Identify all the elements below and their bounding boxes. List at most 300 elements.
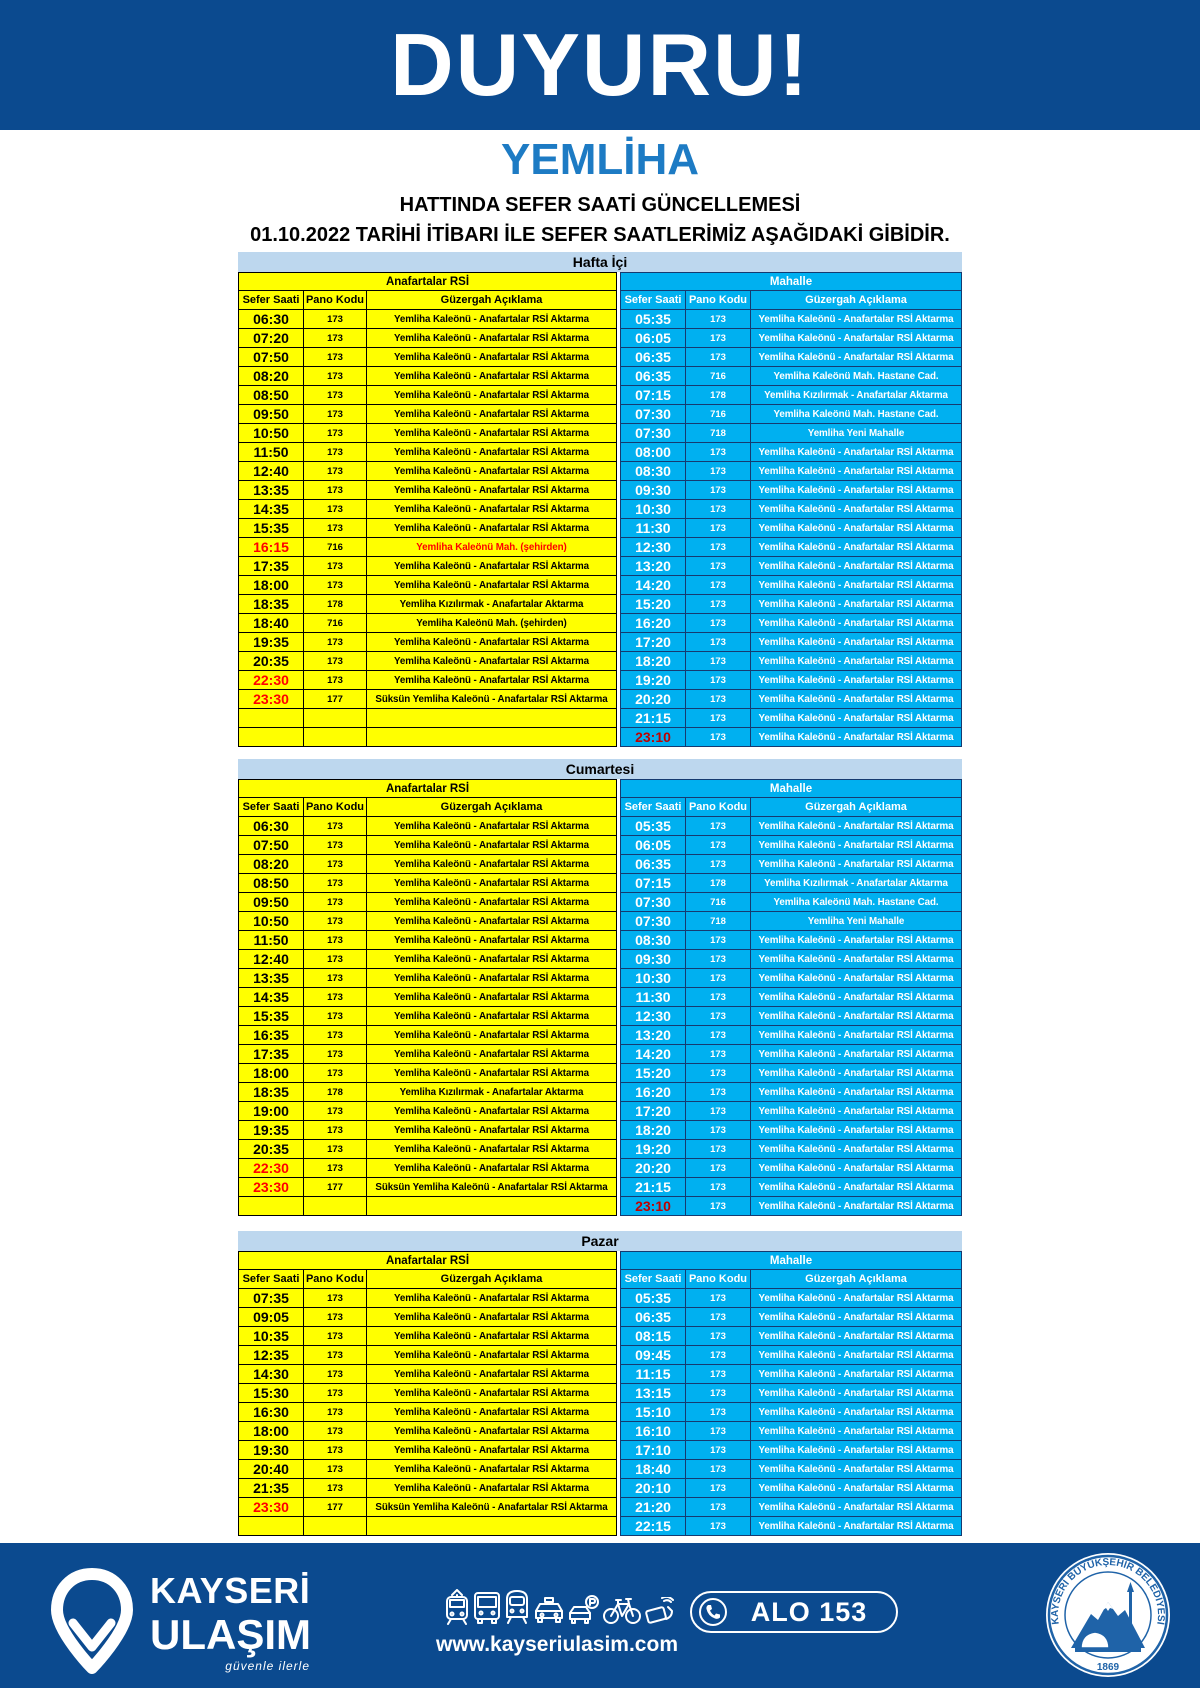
table-row (621, 1308, 962, 1327)
route-description: Yemliha Kaleönü - Anafartalar RSİ Aktarma (367, 462, 617, 481)
departure-time: 18:35 (239, 595, 304, 614)
route-code: 173 (686, 690, 751, 709)
route-description: Yemliha Kaleönü - Anafartalar RSİ Aktarma (367, 1365, 617, 1384)
departure-time: 16:20 (621, 1083, 686, 1102)
departure-time: 17:20 (621, 633, 686, 652)
table-row (621, 481, 962, 500)
route-code: 718 (686, 912, 751, 931)
route-description: Yemliha Kaleönü - Anafartalar RSİ Aktarma (367, 500, 617, 519)
departure-time: 07:35 (239, 1289, 304, 1308)
route-description: Yemliha Kaleönü - Anafartalar RSİ Aktarma (367, 855, 617, 874)
route-description: Yemliha Kaleönü - Anafartalar RSİ Aktarma (367, 1403, 617, 1422)
route-code: 173 (304, 557, 367, 576)
route-code: 173 (686, 671, 751, 690)
table-row (239, 538, 617, 557)
route-code: 173 (686, 595, 751, 614)
departure-time: 18:35 (239, 1083, 304, 1102)
direction-header: Anafartalar RSİ (239, 780, 617, 798)
route-code: 173 (304, 855, 367, 874)
departure-time: 17:10 (621, 1441, 686, 1460)
table-row (621, 1045, 962, 1064)
table-row (239, 557, 617, 576)
route-description: Yemliha Kaleönü - Anafartalar RSİ Aktarma (367, 1121, 617, 1140)
route-code: 716 (686, 367, 751, 386)
table-row (239, 728, 617, 747)
table-row (621, 557, 962, 576)
bicycle-icon (603, 1595, 641, 1625)
departure-time: 15:20 (621, 1064, 686, 1083)
route-description: Yemliha Kaleönü - Anafartalar RSİ Aktarma (367, 969, 617, 988)
route-code: 173 (304, 1308, 367, 1327)
route-description: Yemliha Kaleönü - Anafartalar RSİ Aktarma (751, 1045, 962, 1064)
route-description: Yemliha Kaleönü - Anafartalar RSİ Aktarma (367, 633, 617, 652)
table-row (621, 1403, 962, 1422)
route-description: Yemliha Kaleönü - Anafartalar RSİ Aktarma (367, 1159, 617, 1178)
route-code: 173 (686, 969, 751, 988)
route-code (304, 1517, 367, 1536)
column-header: Sefer Saati (239, 291, 304, 310)
card-tap-icon (644, 1597, 674, 1625)
departure-time: 06:35 (621, 855, 686, 874)
bus-icon (473, 1591, 501, 1625)
route-description: Yemliha Kaleönü - Anafartalar RSİ Aktarma (367, 671, 617, 690)
table-row (239, 424, 617, 443)
route-code: 177 (304, 690, 367, 709)
departure-time: 18:00 (239, 1064, 304, 1083)
route-description: Yemliha Kaleönü - Anafartalar RSİ Aktarma (751, 728, 962, 747)
departure-time: 16:10 (621, 1422, 686, 1441)
table-row (239, 519, 617, 538)
metro-icon (504, 1589, 530, 1625)
table-row (621, 1327, 962, 1346)
seal-year: 1869 (1096, 1662, 1120, 1673)
table-row (239, 348, 617, 367)
departure-time: 07:30 (621, 893, 686, 912)
table-row (621, 1422, 962, 1441)
route-code: 173 (304, 1422, 367, 1441)
brand-name-line2: ULAŞIM (150, 1611, 311, 1658)
departure-time: 11:15 (621, 1365, 686, 1384)
table-row (239, 1045, 617, 1064)
table-row (621, 310, 962, 329)
column-header: Pano Kodu (686, 291, 751, 310)
table-row (239, 1197, 617, 1216)
route-description: Yemliha Kaleönü - Anafartalar RSİ Aktarma (751, 817, 962, 836)
table-row (621, 519, 962, 538)
website-link[interactable]: www.kayseriulasim.com (435, 1633, 678, 1656)
departure-time: 18:40 (621, 1460, 686, 1479)
route-code: 173 (304, 969, 367, 988)
departure-time: 10:35 (239, 1327, 304, 1346)
route-code: 173 (686, 310, 751, 329)
route-description: Süksün Yemliha Kaleönü - Anafartalar RSİ Aktarma (367, 1498, 617, 1517)
table-row (621, 671, 962, 690)
column-header: Sefer Saati (621, 798, 686, 817)
route-description: Yemliha Kaleönü - Anafartalar RSİ Aktarma (751, 1441, 962, 1460)
departure-time: 11:50 (239, 443, 304, 462)
departure-time: 23:30 (239, 690, 304, 709)
route-code: 173 (686, 443, 751, 462)
departure-time: 20:20 (621, 1159, 686, 1178)
route-code: 173 (686, 709, 751, 728)
departure-time: 13:20 (621, 557, 686, 576)
route-code: 173 (304, 1346, 367, 1365)
route-code: 173 (304, 817, 367, 836)
table-row (239, 500, 617, 519)
table-row (239, 817, 617, 836)
route-code: 173 (686, 519, 751, 538)
departure-time: 07:15 (621, 386, 686, 405)
route-description: Yemliha Kaleönü - Anafartalar RSİ Aktarma (751, 1422, 962, 1441)
route-description: Süksün Yemliha Kaleönü - Anafartalar RSİ Aktarma (367, 690, 617, 709)
route-code: 716 (686, 893, 751, 912)
departure-time (239, 728, 304, 747)
table-row (621, 1121, 962, 1140)
departure-time: 18:40 (239, 614, 304, 633)
departure-time: 06:30 (239, 310, 304, 329)
route-description: Yemliha Kaleönü - Anafartalar RSİ Aktarma (751, 1384, 962, 1403)
table-row (239, 576, 617, 595)
route-code: 173 (686, 329, 751, 348)
route-description: Yemliha Kaleönü - Anafartalar RSİ Aktarma (751, 519, 962, 538)
anafartalar-direction-table (238, 1251, 617, 1536)
column-header: Pano Kodu (686, 1270, 751, 1289)
departure-time: 21:20 (621, 1498, 686, 1517)
route-code: 173 (686, 817, 751, 836)
departure-time: 15:30 (239, 1384, 304, 1403)
departure-time: 08:00 (621, 443, 686, 462)
table-row (621, 1384, 962, 1403)
route-code: 173 (304, 988, 367, 1007)
route-description: Yemliha Kaleönü - Anafartalar RSİ Aktarma (751, 633, 962, 652)
column-header-row (621, 1270, 962, 1289)
route-description: Yemliha Kaleönü - Anafartalar RSİ Aktarma (751, 690, 962, 709)
route-code: 173 (304, 931, 367, 950)
route-description: Yemliha Kaleönü - Anafartalar RSİ Aktarma (751, 310, 962, 329)
route-code: 173 (686, 633, 751, 652)
route-description: Yemliha Kaleönü - Anafartalar RSİ Aktarma (751, 500, 962, 519)
departure-time: 23:10 (621, 1197, 686, 1216)
route-description: Yemliha Kaleönü - Anafartalar RSİ Aktarma (367, 1327, 617, 1346)
anafartalar-direction-table (238, 272, 617, 747)
table-row (621, 1289, 962, 1308)
departure-time: 05:35 (621, 310, 686, 329)
route-code (304, 1197, 367, 1216)
table-row (239, 595, 617, 614)
departure-time (239, 1197, 304, 1216)
table-row (239, 874, 617, 893)
table-row (621, 690, 962, 709)
route-code: 178 (686, 386, 751, 405)
table-row (239, 1460, 617, 1479)
route-code: 177 (304, 1178, 367, 1197)
route-code: 173 (304, 1026, 367, 1045)
table-row (621, 614, 962, 633)
route-code: 173 (686, 1064, 751, 1083)
seal-name: KAYSERİ BÜYÜKŞEHİR BELEDİYESİ (1049, 1556, 1167, 1626)
route-code: 173 (686, 500, 751, 519)
direction-header: Mahalle (621, 780, 962, 798)
route-code: 173 (686, 1460, 751, 1479)
departure-time: 08:50 (239, 386, 304, 405)
route-description: Yemliha Kaleönü - Anafartalar RSİ Aktarma (751, 950, 962, 969)
departure-time: 08:30 (621, 462, 686, 481)
column-header-row (621, 291, 962, 310)
route-description: Yemliha Kaleönü - Anafartalar RSİ Aktarma (367, 367, 617, 386)
table-row (239, 1178, 617, 1197)
route-description: Yemliha Kaleönü Mah. Hastane Cad. (751, 367, 962, 386)
table-row (621, 817, 962, 836)
schedule-day-title: Cumartesi (238, 759, 962, 779)
announcement-header (0, 0, 1200, 130)
departure-time: 09:50 (239, 893, 304, 912)
route-code: 173 (686, 1178, 751, 1197)
route-code: 173 (304, 1064, 367, 1083)
route-description: Yemliha Kaleönü - Anafartalar RSİ Aktarma (751, 1460, 962, 1479)
route-code: 173 (686, 538, 751, 557)
route-code: 173 (304, 1140, 367, 1159)
route-code: 173 (304, 1121, 367, 1140)
route-description: Yemliha Kaleönü - Anafartalar RSİ Aktarma (367, 893, 617, 912)
departure-time: 10:50 (239, 912, 304, 931)
route-code: 173 (686, 1007, 751, 1026)
departure-time: 14:35 (239, 988, 304, 1007)
column-header: Güzergah Açıklama (751, 798, 962, 817)
route-description: Yemliha Kaleönü - Anafartalar RSİ Aktarma (751, 1479, 962, 1498)
mahalle-direction-table (620, 272, 962, 747)
hotline-pill[interactable] (690, 1591, 898, 1633)
municipality-seal (1045, 1552, 1171, 1678)
route-code: 173 (686, 576, 751, 595)
route-description: Yemliha Kaleönü - Anafartalar RSİ Aktarma (367, 836, 617, 855)
departure-time (239, 709, 304, 728)
route-code: 173 (304, 1384, 367, 1403)
table-row (621, 462, 962, 481)
route-description: Yemliha Kaleönü - Anafartalar RSİ Aktarma (367, 1308, 617, 1327)
route-description: Yemliha Kaleönü Mah. (şehirden) (367, 614, 617, 633)
column-header: Sefer Saati (621, 1270, 686, 1289)
table-row (239, 1083, 617, 1102)
departure-time: 18:20 (621, 1121, 686, 1140)
departure-time: 21:15 (621, 709, 686, 728)
departure-time: 23:30 (239, 1178, 304, 1197)
departure-time: 17:35 (239, 1045, 304, 1064)
route-description: Yemliha Kaleönü - Anafartalar RSİ Aktarma (751, 988, 962, 1007)
notice-effective-date: 01.10.2022 TARİHİ İTİBARI İLE SEFER SAATLERİMİZ AŞAĞIDAKİ GİBİDİR. (250, 224, 950, 246)
route-code (304, 728, 367, 747)
route-description: Yemliha Kaleönü - Anafartalar RSİ Aktarma (751, 1007, 962, 1026)
departure-time: 12:30 (621, 538, 686, 557)
route-description: Yemliha Kaleönü - Anafartalar RSİ Aktarma (367, 576, 617, 595)
departure-time: 05:35 (621, 817, 686, 836)
table-row (239, 310, 617, 329)
route-code: 173 (686, 1102, 751, 1121)
table-row (621, 443, 962, 462)
route-description: Yemliha Kaleönü - Anafartalar RSİ Aktarma (751, 557, 962, 576)
departure-time: 16:15 (239, 538, 304, 557)
brand-tagline: güvenle ilerle (225, 1659, 310, 1673)
route-code: 173 (304, 424, 367, 443)
column-header-row (621, 798, 962, 817)
route-code: 177 (304, 1498, 367, 1517)
route-code: 173 (304, 310, 367, 329)
departure-time: 18:00 (239, 1422, 304, 1441)
departure-time: 10:30 (621, 969, 686, 988)
table-row (621, 1102, 962, 1121)
departure-time: 10:30 (621, 500, 686, 519)
departure-time: 19:20 (621, 671, 686, 690)
column-header-row (239, 1270, 617, 1289)
departure-time: 22:15 (621, 1517, 686, 1536)
table-row (239, 1498, 617, 1517)
table-row (621, 1365, 962, 1384)
route-code: 173 (686, 1498, 751, 1517)
column-header: Sefer Saati (239, 798, 304, 817)
departure-time: 07:50 (239, 348, 304, 367)
route-description: Yemliha Kaleönü - Anafartalar RSİ Aktarma (367, 652, 617, 671)
route-code: 173 (686, 652, 751, 671)
route-description: Yemliha Kaleönü - Anafartalar RSİ Aktarma (751, 576, 962, 595)
route-description (367, 709, 617, 728)
schedule-day-title: Hafta İçi (238, 252, 962, 272)
route-description: Yemliha Kaleönü - Anafartalar RSİ Aktarma (367, 950, 617, 969)
route-code: 716 (304, 538, 367, 557)
table-row (239, 1159, 617, 1178)
departure-time: 19:30 (239, 1441, 304, 1460)
departure-time: 15:20 (621, 595, 686, 614)
table-row (239, 405, 617, 424)
route-description: Yemliha Kızılırmak - Anafartalar Aktarma (367, 595, 617, 614)
table-row (239, 614, 617, 633)
table-row (621, 912, 962, 931)
table-row (239, 969, 617, 988)
location-pin-icon (48, 1565, 136, 1677)
departure-time: 21:15 (621, 1178, 686, 1197)
route-code: 173 (304, 912, 367, 931)
departure-time: 20:35 (239, 652, 304, 671)
table-row (239, 931, 617, 950)
route-description: Yemliha Kaleönü - Anafartalar RSİ Aktarma (751, 462, 962, 481)
route-description: Yemliha Kaleönü - Anafartalar RSİ Aktarma (751, 538, 962, 557)
departure-time: 13:15 (621, 1384, 686, 1403)
table-row (621, 1083, 962, 1102)
table-row (239, 329, 617, 348)
route-description: Yemliha Kızılırmak - Anafartalar Aktarma (367, 1083, 617, 1102)
column-header-row (239, 798, 617, 817)
table-row (621, 709, 962, 728)
departure-time: 16:20 (621, 614, 686, 633)
table-row (621, 1197, 962, 1216)
departure-time: 11:30 (621, 988, 686, 1007)
table-row (239, 1327, 617, 1346)
column-header: Güzergah Açıklama (751, 291, 962, 310)
departure-time: 06:35 (621, 1308, 686, 1327)
route-description: Yemliha Kaleönü - Anafartalar RSİ Aktarma (367, 443, 617, 462)
table-row (621, 424, 962, 443)
departure-time: 20:20 (621, 690, 686, 709)
table-row (239, 855, 617, 874)
route-code: 173 (686, 950, 751, 969)
route-code: 173 (304, 950, 367, 969)
table-row (621, 405, 962, 424)
table-row (621, 1026, 962, 1045)
route-code: 173 (686, 728, 751, 747)
table-row (239, 1422, 617, 1441)
route-code: 173 (304, 367, 367, 386)
departure-time: 07:30 (621, 405, 686, 424)
route-code: 173 (686, 1083, 751, 1102)
departure-time: 13:20 (621, 1026, 686, 1045)
route-description: Yemliha Kaleönü - Anafartalar RSİ Aktarma (751, 329, 962, 348)
route-code: 173 (304, 1327, 367, 1346)
departure-time: 16:35 (239, 1026, 304, 1045)
sunday-schedule (238, 1231, 962, 1536)
departure-time: 11:30 (621, 519, 686, 538)
table-row (621, 348, 962, 367)
route-code: 173 (686, 1289, 751, 1308)
column-header: Pano Kodu (686, 798, 751, 817)
route-code: 173 (686, 1479, 751, 1498)
route-description: Yemliha Kaleönü - Anafartalar RSİ Aktarma (367, 1384, 617, 1403)
departure-time: 09:30 (621, 950, 686, 969)
table-row (621, 988, 962, 1007)
departure-time: 14:30 (239, 1365, 304, 1384)
route-code: 173 (304, 519, 367, 538)
mahalle-direction-table (620, 779, 962, 1216)
route-description: Yemliha Kaleönü - Anafartalar RSİ Aktarma (367, 405, 617, 424)
table-row (239, 950, 617, 969)
route-code: 173 (304, 1007, 367, 1026)
route-description: Yemliha Kaleönü Mah. Hastane Cad. (751, 405, 962, 424)
departure-time: 12:40 (239, 950, 304, 969)
table-row (239, 1308, 617, 1327)
route-description: Yemliha Kaleönü - Anafartalar RSİ Aktarma (367, 1026, 617, 1045)
route-description: Yemliha Kaleönü - Anafartalar RSİ Aktarma (751, 709, 962, 728)
table-row (239, 988, 617, 1007)
table-row (239, 1140, 617, 1159)
departure-time: 12:40 (239, 462, 304, 481)
departure-time: 11:50 (239, 931, 304, 950)
route-code: 173 (304, 1365, 367, 1384)
table-row (621, 1140, 962, 1159)
route-code: 173 (304, 1289, 367, 1308)
mahalle-direction-table (620, 1251, 962, 1536)
phone-icon (698, 1597, 728, 1627)
route-code: 178 (686, 874, 751, 893)
route-description: Yemliha Kaleönü - Anafartalar RSİ Aktarma (367, 931, 617, 950)
departure-time: 20:10 (621, 1479, 686, 1498)
saturday-schedule (238, 759, 962, 1216)
route-code: 178 (304, 1083, 367, 1102)
departure-time: 07:30 (621, 912, 686, 931)
departure-time: 14:35 (239, 500, 304, 519)
departure-time: 09:50 (239, 405, 304, 424)
table-row (621, 893, 962, 912)
table-row (621, 855, 962, 874)
route-description: Yemliha Kaleönü - Anafartalar RSİ Aktarma (751, 1064, 962, 1083)
table-row (239, 709, 617, 728)
table-row (621, 652, 962, 671)
departure-time: 07:50 (239, 836, 304, 855)
route-description: Yemliha Kaleönü - Anafartalar RSİ Aktarma (751, 443, 962, 462)
departure-time: 15:35 (239, 1007, 304, 1026)
departure-time: 08:50 (239, 874, 304, 893)
departure-time: 14:20 (621, 1045, 686, 1064)
route-code: 173 (304, 405, 367, 424)
table-row (621, 1064, 962, 1083)
column-header: Pano Kodu (304, 291, 367, 310)
anafartalar-direction-table (238, 779, 617, 1216)
